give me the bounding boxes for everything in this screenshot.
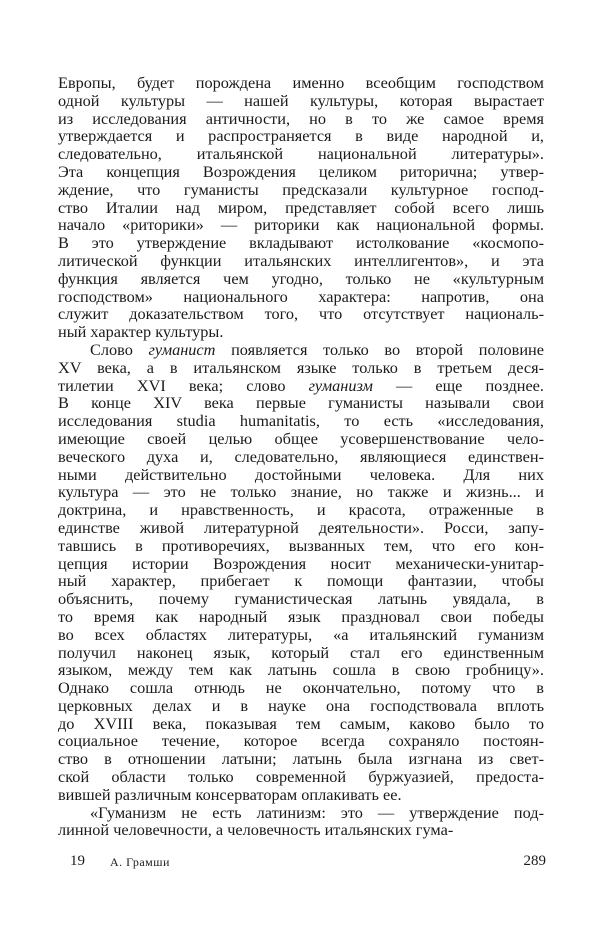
- text-line: имеющие своей целью общее усовершенствование чело-: [58, 428, 544, 448]
- text-line: утверждается и распространяется в виде народной и,: [58, 126, 544, 146]
- text-line: следовательно, итальянской национальной литературы».: [58, 144, 544, 164]
- text-line: доктрина, и нравственность, и красота, отраженные в: [58, 500, 544, 520]
- signature-author: А. Грамши: [110, 855, 170, 869]
- text-line: литической функции итальянских интеллигентов», и эта: [58, 250, 544, 270]
- text-line: то время как народный язык праздновал свои победы: [58, 606, 544, 626]
- text-line: «Гуманизм не есть латинизм: это — утверждение под-: [90, 802, 544, 822]
- text-line: Европы, будет порождена именно всеобщим господством: [58, 73, 544, 92]
- text-line: Эта концепция Возрождения целиком риторична; утвер-: [58, 161, 544, 181]
- text-line: ный характер культуры.: [58, 322, 224, 342]
- text-line: ными действительно достойными человека. Для них: [58, 464, 544, 484]
- text-line: языком, между тем как латынь сошла в свою гробницу».: [58, 660, 544, 680]
- text-line: веческого духа и, следовательно, являющиеся единствен-: [58, 446, 544, 466]
- text-line: ской области только современной буржуазией, предоста-: [58, 767, 544, 787]
- text-line: ный характер, прибегает к помощи фантазии, чтобы: [58, 571, 544, 591]
- text-line: служит доказательством того, что отсутствует националь-: [58, 304, 544, 324]
- text-line: господством» национального характера: напротив, она: [58, 286, 544, 306]
- paragraph: [58, 804, 544, 840]
- text-line: получил наконец язык, который стал его единственным: [58, 642, 544, 662]
- text-line: церковных делах и в науке она господствовала вплоть: [58, 695, 544, 715]
- text-line: ждение, что гуманисты предсказали культурное господ-: [58, 179, 544, 199]
- page-text: [58, 74, 544, 839]
- text-line: В это утверждение вкладывают истолкование «космопо-: [58, 233, 544, 253]
- text-line: тавшись в противоречиях, вызванных тем, что его кон-: [58, 535, 544, 555]
- text-line: единстве живой литературной деятельности». Росси, запу-: [58, 517, 544, 537]
- text-line: из исследования античности, но в то же самое время: [58, 108, 544, 128]
- signature-number: 19: [70, 853, 85, 869]
- paragraph: [58, 341, 544, 804]
- text-line: ство в отношении латыни; латынь была изгнана из свет-: [58, 749, 544, 769]
- text-line: объяснить, почему гуманистическая латынь увядала, в: [58, 589, 544, 609]
- text-line: одной культуры — нашей культуры, которая вырастает: [58, 90, 544, 110]
- text-line: начало «риторики» — риторики как национальной формы.: [58, 215, 544, 235]
- text-line: до XVIII века, показывая тем самым, каково было то: [58, 713, 544, 733]
- text-line: Слово гуманист появляется только во второй половине: [90, 339, 544, 359]
- text-line: В конце XIV века первые гуманисты называли свои: [58, 393, 544, 413]
- text-line: XV века, а в итальянском языке только в третьем деся-: [58, 357, 544, 377]
- text-line: линной человечности, а человечность итальянских гума-: [58, 820, 454, 840]
- paragraph: [58, 74, 544, 341]
- text-line: исследования studia humanitatis, то есть «исследования,: [58, 411, 544, 431]
- text-line: вившей различным консерваторам оплакивать ее.: [58, 784, 402, 804]
- text-line: тилетии XVI века; слово гуманизм — еще позднее.: [58, 375, 544, 395]
- text-line: во всех областях литературы, «а итальянский гуманизм: [58, 624, 544, 644]
- text-line: социальное течение, которое всегда сохраняло постоян-: [58, 731, 544, 751]
- text-line: ство Италии над миром, представляет собой всего лишь: [58, 197, 544, 217]
- text-line: цепция истории Возрождения носит механически-унитар-: [58, 553, 544, 573]
- text-line: Однако сошла отнюдь не окончательно, потому что в: [58, 678, 544, 698]
- text-line: функция является чем угодно, только не «культурным: [58, 268, 544, 288]
- page-number: 289: [523, 853, 546, 869]
- text-line: культура — это не только знание, но также и жизнь... и: [58, 482, 544, 502]
